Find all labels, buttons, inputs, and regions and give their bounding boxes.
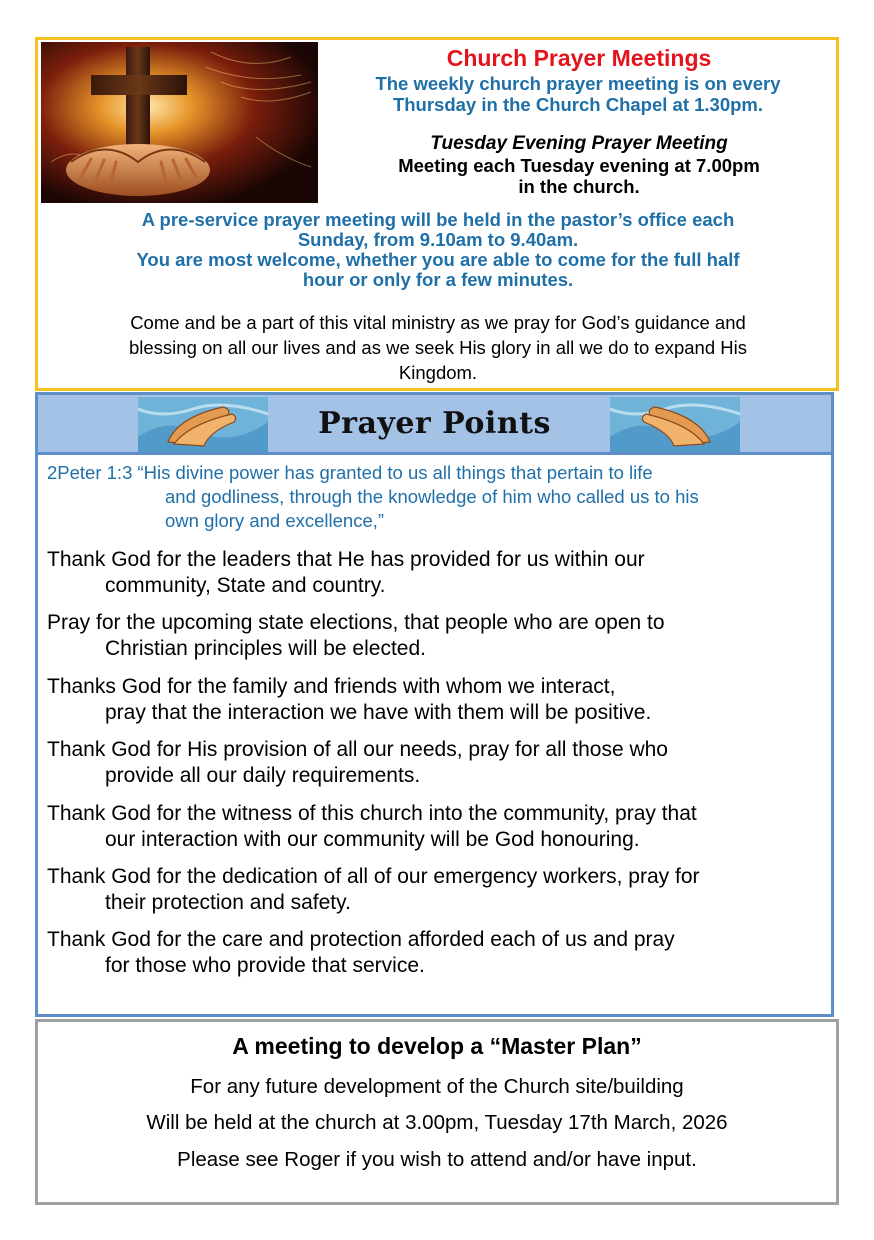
prayer-meetings-title: Church Prayer Meetings <box>446 45 712 71</box>
tuesday-meeting-text: Meeting each Tuesday evening at 7.00pm in the church. <box>398 155 760 197</box>
master-plan-contact: Please see Roger if you wish to attend and/or have input. <box>177 1148 697 1171</box>
prayer-point: Thanks God for the family and friends with whom we interact, pray that the interaction we have with them will be positive. <box>47 674 652 724</box>
prayer-points-list <box>47 547 832 991</box>
master-plan-purpose: For any future development of the Church site/building <box>190 1075 684 1098</box>
master-plan-box <box>35 1019 839 1205</box>
pre-service-meeting-text: A pre-service prayer meeting will be held in the pastor’s office each Sunday, from 9.10am to 9.40am. You are most welcome, whether you are able to come for the full half hour or only for a few minutes. <box>136 209 740 290</box>
weekly-meeting-text: The weekly church prayer meeting is on every Thursday in the Church Chapel at 1.30pm. <box>375 73 781 115</box>
master-plan-date: Will be held at the church at 3.00pm, Tuesday 17th March, 2026 <box>146 1111 728 1134</box>
tuesday-meeting-heading: Tuesday Evening Prayer Meeting <box>430 133 728 154</box>
prayer-point: Thank God for the dedication of all of our emergency workers, pray for their protection and safety. <box>47 864 700 914</box>
prayer-point: Thank God for the leaders that He has provided for us within our community, State and country. <box>47 548 645 597</box>
prayer-points-box <box>35 452 834 1017</box>
invitation-text: Come and be a part of this vital ministry as we pray for God’s guidance and blessing on all our lives and as we seek His glory in all we do to expand His Kingdom. <box>128 312 747 383</box>
prayer-points-header <box>35 392 834 454</box>
prayer-point: Pray for the upcoming state elections, that people who are open to Christian principles will be elected. <box>47 611 665 661</box>
prayer-point: Thank God for the care and protection afforded each of us and pray for those who provide that service. <box>47 928 675 978</box>
prayer-point: Thank God for the witness of this church into the community, pray that our interaction with our community will be God honouring. <box>47 801 697 851</box>
prayer-points-title: Prayer Points <box>318 406 551 441</box>
scripture-verse: 2Peter 1:3 “His divine power has granted to us all things that pertain to life and godliness, through the knowledge of him who called us to his own glory and excellence,” <box>47 462 699 531</box>
cross-and-praying-hands-image <box>41 42 318 203</box>
prayer-meetings-box <box>35 37 839 391</box>
master-plan-title: A meeting to develop a “Master Plan” <box>232 1033 642 1059</box>
prayer-point: Thank God for His provision of all our needs, pray for all those who provide all our daily requirements. <box>47 738 668 788</box>
